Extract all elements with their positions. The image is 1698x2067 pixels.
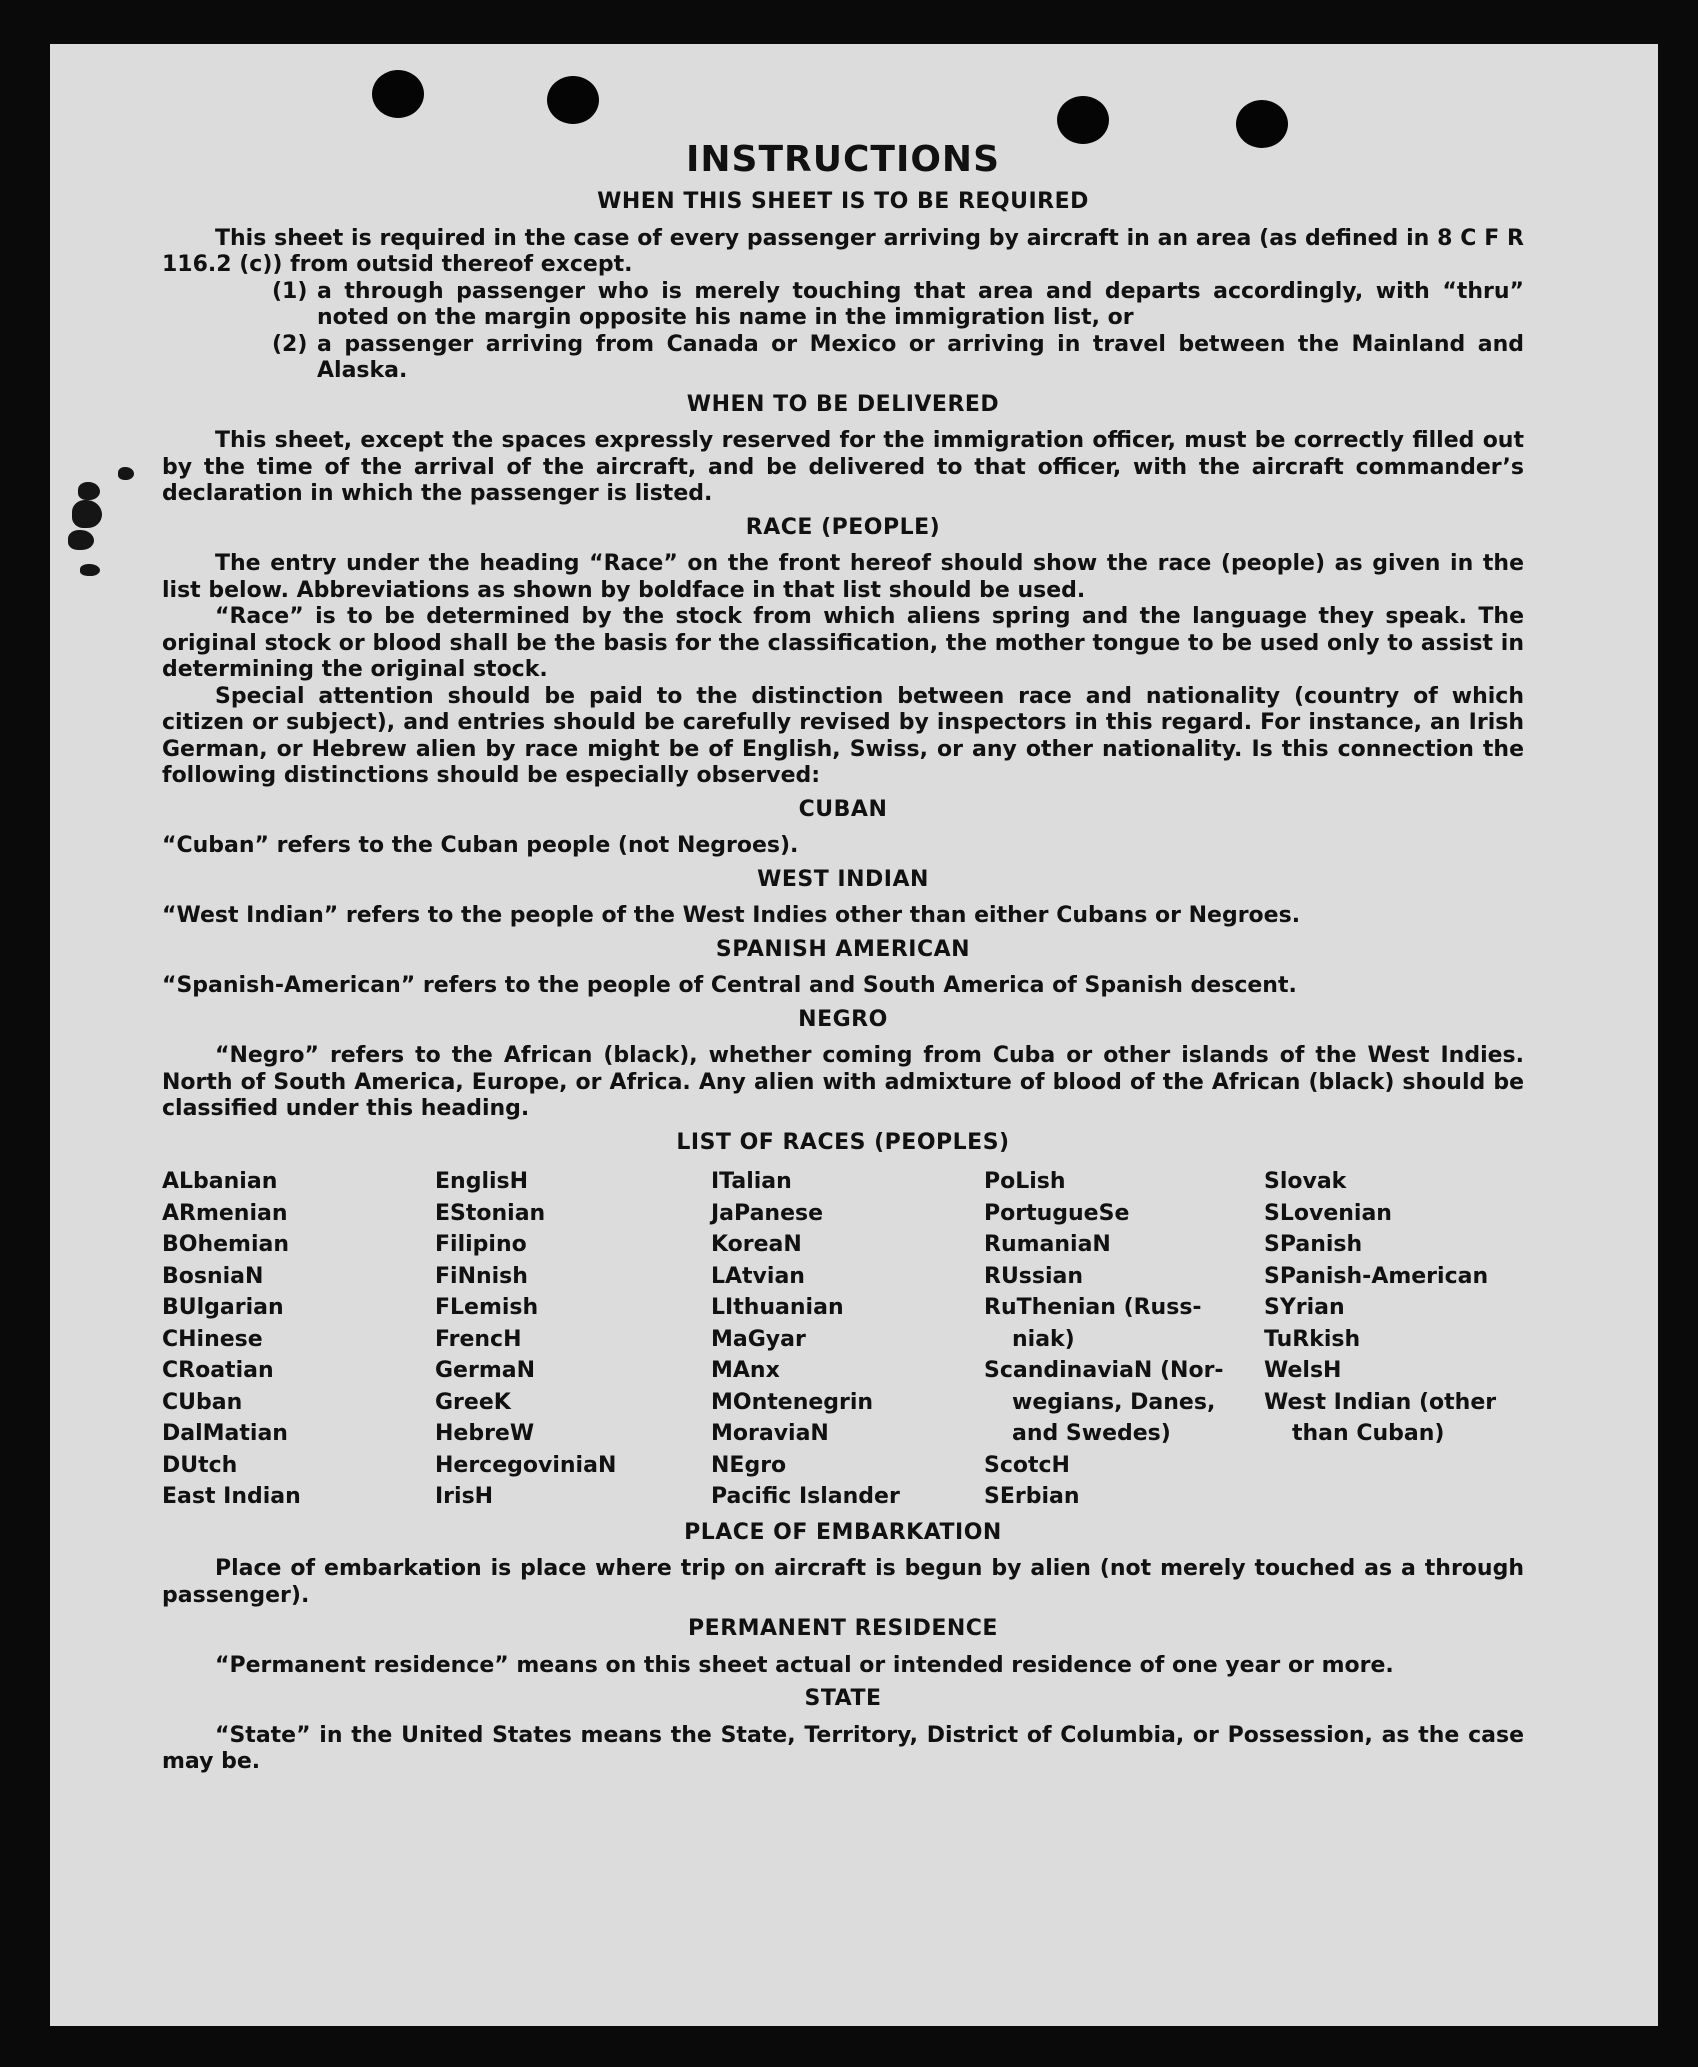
- race-item: West Indian (other: [1264, 1389, 1497, 1415]
- embarkation-text: Place of embarkation is place where trip on aircraft is begun by alien (not merely touched as a through passenger).: [162, 1556, 1524, 1608]
- residence-text: “Permanent residence” means on this sheet actual or intended residence of one year or more.: [215, 1652, 1394, 1678]
- race-item: DalMatian: [162, 1421, 288, 1446]
- race-item: MaGyar: [711, 1326, 806, 1352]
- race-item: SPanish-American: [1264, 1263, 1489, 1289]
- race-item: Pacific Islander: [711, 1484, 900, 1509]
- race-item: KoreaN: [711, 1232, 802, 1257]
- race-item: ALbanian: [162, 1169, 278, 1194]
- race-item: SLovenian: [1264, 1200, 1392, 1226]
- section-heading-negro: NEGRO: [798, 1006, 888, 1032]
- section-heading-list-of-races: LIST OF RACES (PEOPLES): [676, 1129, 1010, 1155]
- race-item: Filipino: [435, 1232, 527, 1257]
- exception-text: a passenger arriving from Canada or Mexico or arriving in travel between the Mainland and Alaska.: [317, 331, 1524, 383]
- race-item: BUlgarian: [162, 1295, 284, 1320]
- west-indian-text: “West Indian” refers to the people of the West Indies other than either Cubans or Negroes.: [162, 903, 1301, 928]
- race-item: CHinese: [162, 1326, 263, 1352]
- section-heading-race: RACE (PEOPLE): [745, 514, 941, 540]
- section-heading-west-indian: WEST INDIAN: [757, 866, 929, 892]
- race-item: FrencH: [435, 1326, 522, 1352]
- exception-number: (1): [272, 278, 308, 304]
- race-item: ARmenian: [162, 1200, 288, 1226]
- section-heading-required: WHEN THIS SHEET IS TO BE REQUIRED: [597, 189, 1089, 214]
- section-heading-state: STATE: [804, 1686, 882, 1711]
- race-item: niak): [1012, 1326, 1075, 1352]
- race-item: ScandinaviaN (Nor-: [984, 1358, 1224, 1383]
- race-item: GreeK: [435, 1389, 511, 1415]
- race-column: [435, 1166, 711, 1513]
- race-item: East Indian: [162, 1484, 301, 1509]
- race-item: HercegoviniaN: [435, 1452, 617, 1478]
- page-title: INSTRUCTIONS: [686, 139, 1000, 180]
- race-item: MoraviaN: [711, 1421, 829, 1446]
- race-item: than Cuban): [1292, 1421, 1445, 1446]
- race-paragraph: The entry under the heading “Race” on the front hereof should show the race (people) as given in the list below. Abbreviations as shown by boldface in that list should be used.: [162, 551, 1524, 603]
- instructions-body: [162, 138, 1524, 1776]
- ink-stain: [80, 564, 100, 576]
- race-item: MOntenegrin: [711, 1389, 874, 1415]
- race-paragraph: “Race” is to be determined by the stock from which aliens spring and the language they speak. The original stock or blood shall be the basis for the classification, the mother tongue to be used only to assist in determining the original stock.: [162, 604, 1524, 682]
- ink-stain: [72, 500, 102, 528]
- race-item: ScotcH: [984, 1452, 1070, 1478]
- race-item: NEgro: [711, 1452, 787, 1478]
- race-item: BosniaN: [162, 1263, 264, 1289]
- race-paragraph: Special attention should be paid to the distinction between race and nationality (country of which citizen or subject), and entries should be carefully revised by inspectors in this regard. For instance, an Irish German, or Hebrew alien by race might be of English, Swiss, or any other nationality. Is this connection the following distinctions should be especially observed:: [162, 683, 1524, 788]
- race-item: SErbian: [984, 1484, 1080, 1509]
- race-item: RuThenian (Russ-: [984, 1295, 1202, 1320]
- ink-stain: [78, 482, 100, 500]
- negro-text: “Negro” refers to the African (black), whether coming from Cuba or other islands of the West Indies. North of South America, Europe, or Africa. Any alien with admixture of blood of the African (black) should be classified under this heading.: [162, 1043, 1524, 1121]
- race-item: RUssian: [984, 1263, 1084, 1289]
- race-item: TuRkish: [1264, 1326, 1361, 1352]
- race-column: [1264, 1166, 1524, 1513]
- race-item: JaPanese: [711, 1200, 824, 1226]
- section-heading-delivered: WHEN TO BE DELIVERED: [686, 391, 1000, 417]
- section-heading-cuban: CUBAN: [798, 796, 888, 822]
- exception-item: [272, 332, 1524, 385]
- race-item: FiNnish: [435, 1263, 528, 1289]
- punch-hole-3: [1057, 96, 1109, 144]
- cuban-text: “Cuban” refers to the Cuban people (not Negroes).: [162, 833, 799, 858]
- race-item: and Swedes): [1012, 1421, 1171, 1446]
- ink-stain: [68, 530, 94, 550]
- spanish-american-text: “Spanish-American” refers to the people of Central and South America of Spanish descent.: [162, 973, 1297, 998]
- race-column: [984, 1166, 1264, 1513]
- exception-item: [272, 279, 1524, 332]
- race-item: ITalian: [711, 1169, 792, 1194]
- race-column: [711, 1166, 984, 1513]
- race-item: CUban: [162, 1389, 243, 1415]
- race-item: EnglisH: [435, 1169, 529, 1194]
- race-item: SYrian: [1264, 1295, 1345, 1320]
- state-text: “State” in the United States means the State, Territory, District of Columbia, or Possession, as the case may be.: [162, 1722, 1524, 1774]
- required-intro: This sheet is required in the case of every passenger arriving by aircraft in an area (as defined in 8 C F R 116.2 (c)) from outsid thereof except.: [162, 225, 1524, 277]
- race-item: BOhemian: [162, 1232, 290, 1257]
- section-heading-spanish-american: SPANISH AMERICAN: [715, 936, 971, 962]
- race-item: PortugueSe: [984, 1200, 1130, 1226]
- race-item: SPanish: [1264, 1232, 1363, 1257]
- document-page: [50, 44, 1658, 2026]
- race-item: WelsH: [1264, 1358, 1342, 1383]
- race-item: HebreW: [435, 1421, 535, 1446]
- race-column: [162, 1166, 435, 1513]
- race-list: [162, 1166, 1524, 1513]
- race-item: PoLish: [984, 1169, 1066, 1194]
- race-item: EStonian: [435, 1200, 546, 1226]
- race-item: RumaniaN: [984, 1232, 1111, 1257]
- race-item: FLemish: [435, 1295, 539, 1320]
- race-item: GermaN: [435, 1358, 536, 1383]
- race-item: CRoatian: [162, 1358, 274, 1383]
- exception-text: a through passenger who is merely touching that area and departs accordingly, with “thru” noted on the margin opposite his name in the immigration list, or: [317, 278, 1524, 330]
- race-item: wegians, Danes,: [1012, 1389, 1216, 1415]
- race-item: LAtvian: [711, 1263, 805, 1289]
- race-item: DUtch: [162, 1452, 238, 1478]
- ink-stain: [118, 467, 134, 480]
- section-heading-residence: PERMANENT RESIDENCE: [688, 1616, 998, 1641]
- punch-hole-2: [547, 76, 599, 124]
- punch-hole-1: [372, 70, 424, 118]
- race-item: LIthuanian: [711, 1295, 844, 1320]
- delivered-text: This sheet, except the spaces expressly reserved for the immigration officer, must be correctly filled out by the time of the arrival of the aircraft, and be delivered to that officer, with the aircraft commander’s declaration in which the passenger is listed.: [162, 428, 1524, 506]
- race-item: MAnx: [711, 1358, 780, 1383]
- race-item: IrisH: [435, 1484, 494, 1509]
- race-item: Slovak: [1264, 1169, 1347, 1194]
- section-heading-embarkation: PLACE OF EMBARKATION: [684, 1519, 1002, 1545]
- exception-number: (2): [272, 331, 308, 357]
